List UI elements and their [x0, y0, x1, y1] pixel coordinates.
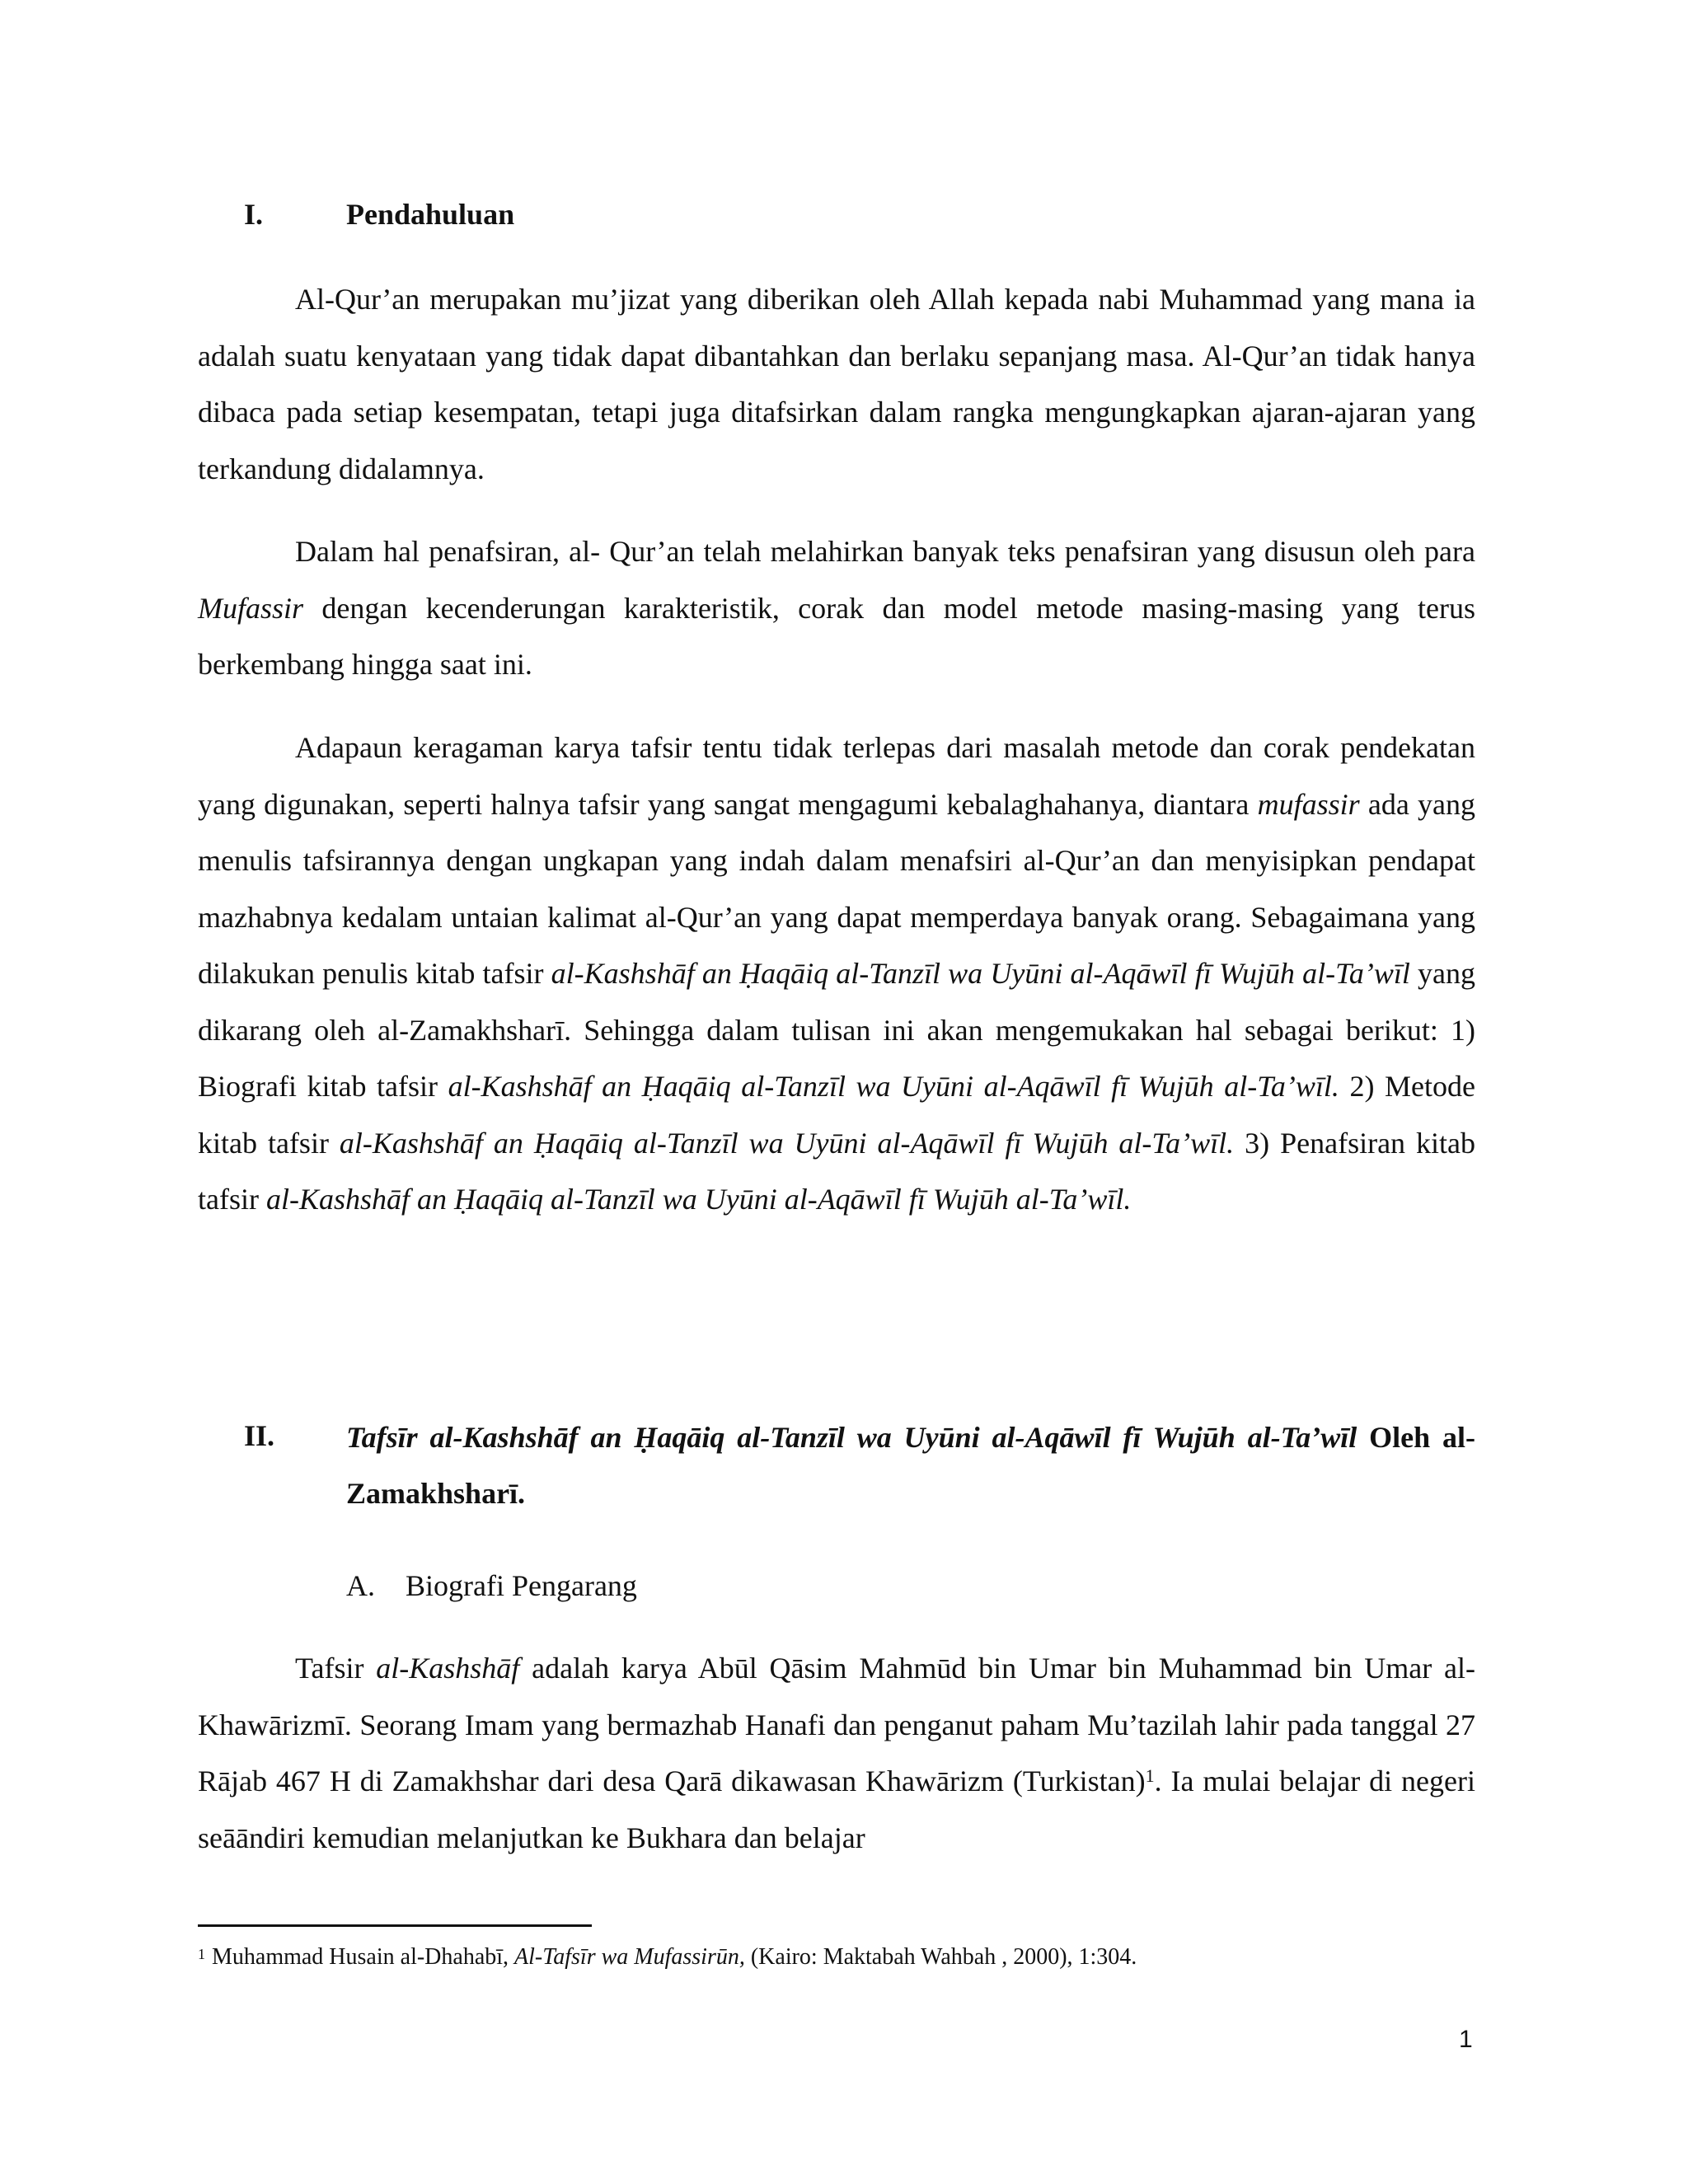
footnote-separator: [198, 1924, 592, 1927]
paragraph-intro-1: Al-Qur’an merupakan mu’jizat yang diberikan oleh Allah kepada nabi Muhammad yang mana ia adalah suatu kenyataan yang tidak dapat dibantahkan dan berlaku sepanjang masa. Al-Qur’an tidak hanya dibaca pada setiap kesempatan, tetapi juga ditafsirkan dalam rangka mengungkapkan ajaran-ajaran yang terkandung didalamnya.: [198, 283, 1475, 485]
page-number: 1: [1459, 2026, 1473, 2053]
footnote: $^1$ Muhammad Husain al-Dhahabī, Al-Tafsīr wa Mufassirūn, (Kairo: Maktabah Wahbah , 2000), 1:304.: [198, 1944, 1137, 1970]
section-2-number: II.: [244, 1419, 275, 1452]
section-1-title: Pendahuluan: [346, 198, 515, 231]
term-mufassir: Mufassir: [198, 591, 304, 625]
footnote-number: 1: [198, 1946, 205, 1962]
footnote-reference[interactable]: 1: [1145, 1765, 1155, 1786]
subsection-letter: A.: [346, 1569, 375, 1602]
paragraph-intro-3: Adapaun keragaman karya tafsir tentu tidak terlepas dari masalah metode dan corak pendekatan yang digunakan, seperti halnya tafsir yang sangat mengagumi kebalaghahanya, diantara mufassir ada yang menulis tafsirannya dengan ungkapan yang indah dalam menafsiri al-Qur’an dan menyisipkan pendapat mazhabnya kedalam untaian kalimat al-Qur’an yang dapat memperdaya banyak orang. Sebagaimana yang dilakukan penulis kitab tafsir al-Kashshāf an Ḥaqāiq al-Tanzīl wa Uyūni al-Aqāwīl fī Wujūh al-Ta’wīl yang dikarang oleh al-Zamakhsharī. Sehingga dalam tulisan ini akan mengemukakan hal sebagai berikut: 1) Biografi kitab tafsir al-Kashshāf an Ḥaqāiq al-Tanzīl wa Uyūni al-Aqāwīl fī Wujūh al-Ta’wīl. 2) Metode kitab tafsir al-Kashshāf an Ḥaqāiq al-Tanzīl wa Uyūni al-Aqāwīl fī Wujūh al-Ta’wīl. 3) Penafsiran kitab tafsir al-Kashshāf an Ḥaqāiq al-Tanzīl wa Uyūni al-Aqāwīl fī Wujūh al-Ta’wīl.: [198, 731, 1476, 1216]
subsection-title: Biografi Pengarang: [406, 1569, 637, 1602]
paragraph-biography: Tafsir al-Kashshāf adalah karya Abūl Qāsim Mahmūd bin Umar bin Muhammad bin Umar al-Khawārizmī. Seorang Imam yang bermazhab Hanafi dan penganut paham Mu’tazilah lahir pada tanggal 27 Rājab 467 H di Zamakhshar dari desa Qarā dikawasan Khawārizm (Turkistan)$^1$. Ia mulai belajar di negeri seāāndiri kemudian melanjutkan ke Bukhara dan belajar: [198, 1652, 1476, 1854]
subsection-a-heading: [346, 1569, 637, 1602]
section-1-number: I.: [244, 198, 264, 231]
section-2-title: Tafsīr al-Kashshāf an Ḥaqāiq al-Tanzīl wa Uyūni al-Aqāwīl fī Wujūh al-Ta’wīl Oleh al-Zamakhsharī.: [346, 1421, 1475, 1510]
paragraph-intro-2: Dalam hal penafsiran, al- Qur’an telah melahirkan banyak teks penafsiran yang disusun oleh para Mufassir dengan kecenderungan karakteristik, corak dan model metode masing-masing yang terus berkembang hingga saat ini.: [198, 535, 1475, 681]
